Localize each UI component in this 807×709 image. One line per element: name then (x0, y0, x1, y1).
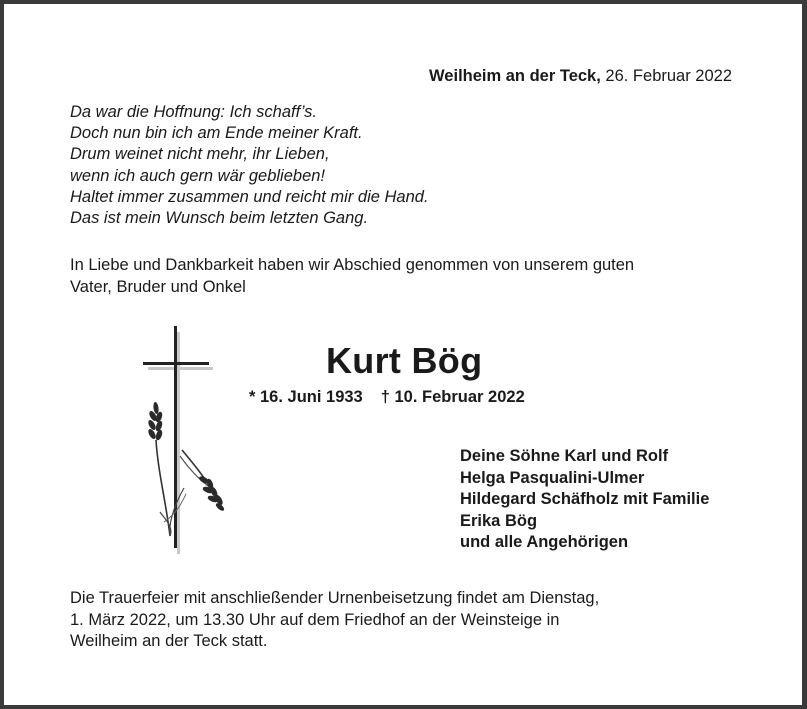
place-date-line (429, 67, 732, 86)
cross-with-wheat-icon (134, 322, 234, 558)
mourner-line: Helga Pasqualini-Ulmer (460, 468, 645, 487)
mourners-list (460, 446, 709, 554)
funeral-line: 1. März 2022, um 13.30 Uhr auf dem Friedhof an der Weinsteige in (70, 610, 560, 629)
life-dates (249, 388, 525, 407)
intro-text (70, 255, 634, 298)
intro-line: Vater, Bruder und Onkel (70, 277, 246, 296)
deceased-name: Kurt Bög (326, 340, 483, 381)
notice-date: 26. Februar 2022 (600, 67, 732, 85)
poem-line: Da war die Hoffnung: Ich schaff’s. (70, 103, 318, 121)
funeral-notice (70, 588, 599, 653)
obituary-card (4, 4, 802, 705)
poem-line: wenn ich auch gern wär geblieben! (70, 166, 326, 185)
poem-line: Drum weinet nicht mehr, ihr Lieben, (70, 145, 330, 164)
funeral-line: Weilheim an der Teck statt. (70, 632, 268, 650)
funeral-line: Die Trauerfeier mit anschließender Urnenbeisetzung findet am Dienstag, (70, 589, 600, 607)
poem-line: Das ist mein Wunsch beim letzten Gang. (70, 209, 369, 228)
place-name: Weilheim an der Teck, (429, 67, 601, 85)
mourner-line: Deine Söhne Karl und Rolf (460, 447, 669, 465)
mourner-line: Erika Bög (460, 511, 538, 530)
mourner-line: Hildegard Schäfholz mit Familie (460, 490, 710, 508)
poem-line: Haltet immer zusammen und reicht mir die Hand. (70, 187, 429, 206)
mourner-line: und alle Angehörigen (460, 533, 629, 551)
intro-line: In Liebe und Dankbarkeit haben wir Abschied genommen von unserem guten (70, 256, 635, 274)
death-date: † 10. Februar 2022 (380, 388, 525, 406)
poem (70, 102, 429, 229)
birth-date: * 16. Juni 1933 (249, 388, 363, 406)
poem-line: Doch nun bin ich am Ende meiner Kraft. (70, 124, 363, 143)
